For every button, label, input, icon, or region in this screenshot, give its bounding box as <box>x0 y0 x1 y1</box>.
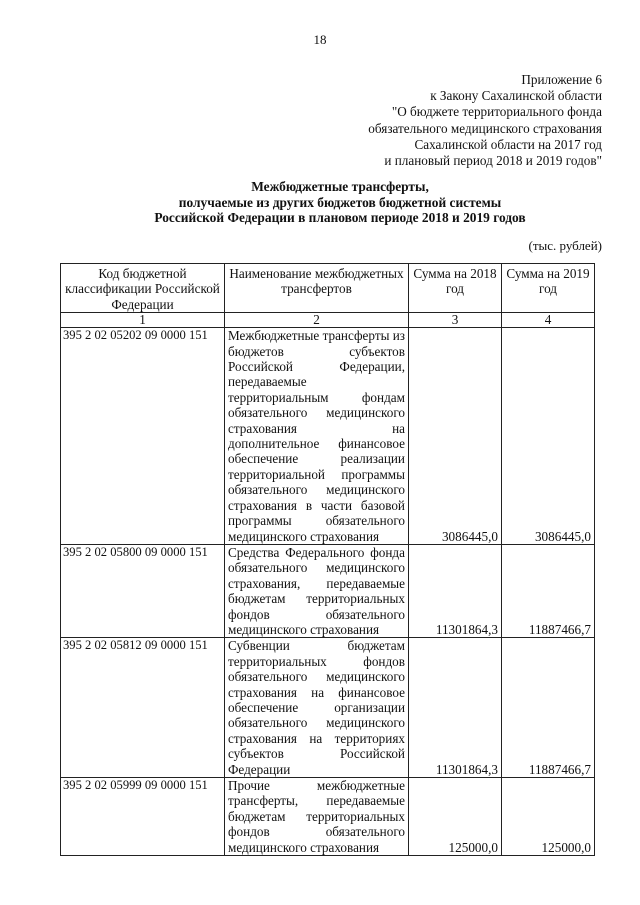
table-row <box>61 544 595 637</box>
column-number: 1 <box>61 313 225 328</box>
sum-2018: 3086445,0 <box>409 328 502 545</box>
appendix-line: к Закону Сахалинской области <box>430 88 602 104</box>
appendix-line: Приложение 6 <box>521 72 602 87</box>
column-number: 4 <box>502 313 595 328</box>
appendix-line: Сахалинской области на 2017 год <box>414 136 602 152</box>
budget-code: 395 2 02 05202 09 0000 151 <box>61 328 225 545</box>
table-row <box>61 328 595 545</box>
header-sum-2019: Сумма на 2019 год <box>502 264 595 313</box>
title-line: Российской Федерации в плановом периоде 2018 и 2019 годов <box>154 210 526 226</box>
column-number-row <box>61 313 595 328</box>
page-number: 18 <box>313 32 327 47</box>
transfers-table <box>60 263 595 856</box>
sum-2019: 125000,0 <box>502 778 595 856</box>
sum-2019: 11887466,7 <box>502 544 595 637</box>
appendix-line: обязательного медицинского страхования <box>368 120 602 136</box>
sum-2019: 3086445,0 <box>502 328 595 545</box>
document-title <box>0 179 640 226</box>
units-label: (тыс. рублей) <box>528 238 602 253</box>
sum-2018: 125000,0 <box>409 778 502 856</box>
title-line: Межбюджетные трансферты, <box>251 179 429 194</box>
appendix-line: "О бюджете территориального фонда <box>391 104 602 120</box>
header-sum-2018: Сумма на 2018 год <box>409 264 502 313</box>
budget-code: 395 2 02 05800 09 0000 151 <box>61 544 225 637</box>
transfer-name: Межбюджетные трансферты из бюджетов субъектов Российской Федерации, передаваемые территориальным фондам обязательного медицинского страхования на дополнительное финансовое обеспечение реализации территориальной программы обязательного медицинского страхования в части базовой программы обязательного медицинского страхования <box>225 328 409 545</box>
transfer-name: Прочие межбюджетные трансферты, передаваемые бюджетам территориальных фондов обязательного медицинского страхования <box>225 778 409 856</box>
table-header-row <box>61 264 595 313</box>
table-row <box>61 638 595 778</box>
header-code: Код бюджетной классификации Российской Федерации <box>61 264 225 313</box>
table-row <box>61 778 595 856</box>
sum-2018: 11301864,3 <box>409 544 502 637</box>
column-number: 2 <box>225 313 409 328</box>
transfer-name: Субвенции бюджетам территориальных фондов обязательного медицинского страхования на финансовое обеспечение организации обязательного медицинского страхования на территориях субъектов Российской Федерации <box>225 638 409 778</box>
title-line: получаемые из других бюджетов бюджетной системы <box>178 194 502 210</box>
budget-code: 395 2 02 05812 09 0000 151 <box>61 638 225 778</box>
appendix-caption <box>368 72 602 169</box>
column-number: 3 <box>409 313 502 328</box>
transfer-name: Средства Федерального фонда обязательного медицинского страхования, передаваемые бюджетам территориальных фондов обязательного медицинского страхования <box>225 544 409 637</box>
sum-2019: 11887466,7 <box>502 638 595 778</box>
header-name: Наименование межбюджетных трансфертов <box>225 264 409 313</box>
sum-2018: 11301864,3 <box>409 638 502 778</box>
appendix-line: и плановый период 2018 и 2019 годов" <box>384 153 602 169</box>
budget-code: 395 2 02 05999 09 0000 151 <box>61 778 225 856</box>
